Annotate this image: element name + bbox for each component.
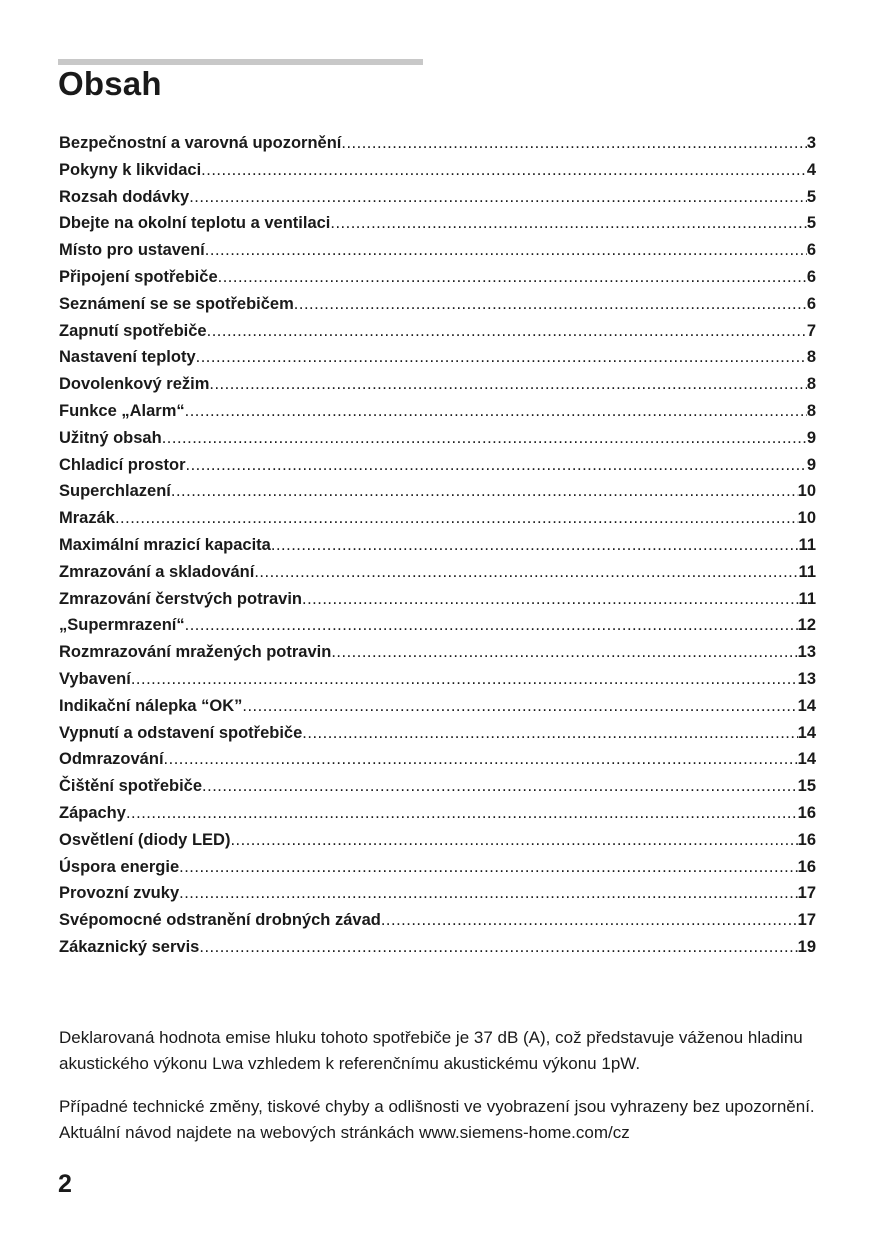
toc-dot-leader: [381, 907, 798, 934]
toc-entry[interactable]: [59, 907, 816, 934]
toc-entry[interactable]: [59, 880, 816, 907]
toc-dot-leader: [331, 639, 797, 666]
toc-dot-leader: [330, 210, 806, 237]
toc-entry-page: 6: [806, 267, 816, 286]
toc-dot-leader: [185, 398, 807, 425]
toc-entry[interactable]: [59, 452, 816, 479]
toc-entry[interactable]: [59, 371, 816, 398]
toc-entry-label: Připojení spotřebiče: [59, 267, 218, 286]
toc-entry-label: Maximální mrazicí kapacita: [59, 535, 271, 554]
toc-entry-page: 19: [797, 937, 816, 956]
toc-dot-leader: [202, 773, 798, 800]
noise-emission-note: Deklarovaná hodnota emise hluku tohoto spotřebiče je 37 dB (A), což představuje váženou hladinu akustického výkonu Lwa vzhledem k referenčnímu akustickému výkonu 1pW.: [59, 1028, 803, 1073]
toc-entry[interactable]: [59, 693, 816, 720]
toc-dot-leader: [164, 746, 798, 773]
toc-dot-leader: [201, 157, 807, 184]
toc-entry-label: Indikační nálepka “OK”: [59, 696, 243, 715]
toc-entry-label: Užitný obsah: [59, 428, 162, 447]
toc-dot-leader: [302, 586, 799, 613]
toc-entry-page: 11: [798, 589, 816, 608]
toc-entry[interactable]: [59, 264, 816, 291]
page-number: 2: [58, 1170, 72, 1198]
toc-entry[interactable]: [59, 398, 816, 425]
toc-dot-leader: [294, 291, 807, 318]
toc-entry[interactable]: [59, 157, 816, 184]
toc-entry-page: 5: [806, 187, 816, 206]
toc-entry[interactable]: [59, 478, 816, 505]
toc-dot-leader: [185, 612, 798, 639]
toc-entry-page: 6: [806, 294, 816, 313]
toc-entry-label: Provozní zvuky: [59, 884, 180, 903]
toc-entry[interactable]: [59, 425, 816, 452]
toc-entry-label: „Supermrazení“: [59, 616, 185, 635]
toc-entry-label: Odmrazování: [59, 750, 164, 769]
toc-entry-page: 6: [806, 241, 816, 260]
toc-dot-leader: [131, 666, 798, 693]
toc-entry[interactable]: [59, 586, 816, 613]
toc-dot-leader: [341, 130, 806, 157]
toc-entry[interactable]: [59, 291, 816, 318]
toc-entry-page: 13: [797, 643, 816, 662]
toc-entry[interactable]: [59, 720, 816, 747]
toc-entry-label: Nastavení teploty: [59, 348, 196, 367]
toc-entry-page: 8: [806, 348, 816, 367]
toc-entry-page: 17: [797, 884, 816, 903]
toc-entry-page: 14: [797, 696, 816, 715]
table-of-contents: [59, 130, 816, 961]
toc-dot-leader: [171, 478, 798, 505]
toc-dot-leader: [302, 720, 797, 747]
toc-entry-page: 11: [798, 535, 816, 554]
toc-entry-label: Rozmrazování mražených potravin: [59, 643, 332, 662]
toc-entry[interactable]: [59, 639, 816, 666]
toc-entry[interactable]: [59, 854, 816, 881]
toc-entry-label: Pokyny k likvidaci: [59, 160, 202, 179]
toc-entry-page: 10: [797, 482, 816, 501]
toc-entry-page: 16: [797, 803, 816, 822]
disclaimer-note: Případné technické změny, tiskové chyby a odlišnosti ve vyobrazení jsou vyhrazeny bez upozornění. Aktuální návod najdete na webových stránkách www.siemens-home.com/cz: [59, 1097, 815, 1142]
toc-entry[interactable]: [59, 532, 816, 559]
toc-entry-page: 9: [806, 455, 816, 474]
toc-entry[interactable]: [59, 746, 816, 773]
toc-dot-leader: [207, 318, 807, 345]
toc-entry-page: 13: [797, 669, 816, 688]
toc-entry-label: Vybavení: [59, 669, 131, 688]
toc-entry-page: 16: [797, 830, 816, 849]
page-title: Obsah: [58, 65, 162, 102]
toc-dot-leader: [196, 344, 807, 371]
toc-entry-label: Vypnutí a odstavení spotřebiče: [59, 723, 303, 742]
toc-dot-leader: [205, 237, 807, 264]
toc-entry[interactable]: [59, 344, 816, 371]
toc-entry-page: 14: [797, 750, 816, 769]
toc-entry-page: 12: [797, 616, 816, 635]
toc-entry-label: Bezpečnostní a varovná upozornění: [59, 134, 342, 152]
toc-entry[interactable]: [59, 210, 816, 237]
toc-entry-page: 8: [806, 375, 816, 394]
toc-dot-leader: [162, 425, 807, 452]
toc-entry-label: Chladicí prostor: [59, 455, 186, 474]
toc-entry[interactable]: [59, 184, 816, 211]
toc-entry[interactable]: [59, 559, 816, 586]
toc-entry-page: 5: [806, 214, 816, 233]
toc-entry-label: Mrazák: [59, 509, 115, 528]
toc-entry[interactable]: [59, 827, 816, 854]
toc-entry-label: Dbejte na okolní teplotu a ventilaci: [59, 214, 331, 233]
toc-entry-page: 4: [806, 160, 816, 179]
toc-entry-label: Zapnutí spotřebiče: [59, 321, 207, 340]
toc-entry-label: Místo pro ustavení: [59, 241, 205, 260]
toc-entry[interactable]: [59, 505, 816, 532]
toc-dot-leader: [126, 800, 798, 827]
toc-entry-label: Svépomocné odstranění drobných závad: [59, 911, 381, 930]
toc-entry-label: Zmrazování čerstvých potravin: [59, 589, 303, 608]
toc-entry-label: Rozsah dodávky: [59, 187, 190, 206]
toc-entry-page: 14: [797, 723, 816, 742]
toc-entry[interactable]: [59, 934, 816, 961]
toc-entry-page: 3: [806, 134, 816, 152]
toc-dot-leader: [186, 452, 807, 479]
toc-entry[interactable]: [59, 666, 816, 693]
toc-entry[interactable]: [59, 130, 816, 157]
toc-entry-label: Superchlazení: [59, 482, 171, 501]
toc-entry-label: Zákaznický servis: [59, 937, 200, 956]
toc-dot-leader: [271, 532, 799, 559]
toc-dot-leader: [230, 827, 797, 854]
toc-dot-leader: [115, 505, 798, 532]
toc-dot-leader: [179, 880, 798, 907]
toc-entry-page: 11: [798, 562, 816, 581]
toc-entry-page: 17: [797, 911, 816, 930]
toc-entry-page: 16: [797, 857, 816, 876]
toc-dot-leader: [254, 559, 798, 586]
toc-entry[interactable]: [59, 800, 816, 827]
toc-entry-label: Zmrazování a skladování: [59, 562, 255, 581]
toc-entry-label: Zápachy: [59, 803, 126, 822]
toc-entry[interactable]: [59, 612, 816, 639]
toc-entry-label: Dovolenkový režim: [59, 375, 210, 394]
toc-entry-page: 7: [806, 321, 816, 340]
toc-dot-leader: [199, 934, 797, 961]
toc-entry-label: Úspora energie: [59, 857, 180, 876]
toc-entry-page: 9: [806, 428, 816, 447]
toc-dot-leader: [179, 854, 798, 881]
toc-dot-leader: [218, 264, 807, 291]
toc-entry-page: 10: [797, 509, 816, 528]
toc-dot-leader: [189, 184, 807, 211]
toc-dot-leader: [209, 371, 806, 398]
toc-entry[interactable]: [59, 318, 816, 345]
toc-entry-label: Funkce „Alarm“: [59, 401, 185, 420]
toc-entry[interactable]: [59, 773, 816, 800]
toc-entry[interactable]: [59, 237, 816, 264]
toc-entry-label: Osvětlení (diody LED): [59, 830, 231, 849]
toc-entry-page: 15: [797, 777, 816, 796]
toc-entry-page: 8: [806, 401, 816, 420]
toc-entry-label: Čištění spotřebiče: [59, 777, 203, 796]
toc-entry-label: Seznámení se se spotřebičem: [59, 294, 294, 313]
toc-dot-leader: [242, 693, 797, 720]
